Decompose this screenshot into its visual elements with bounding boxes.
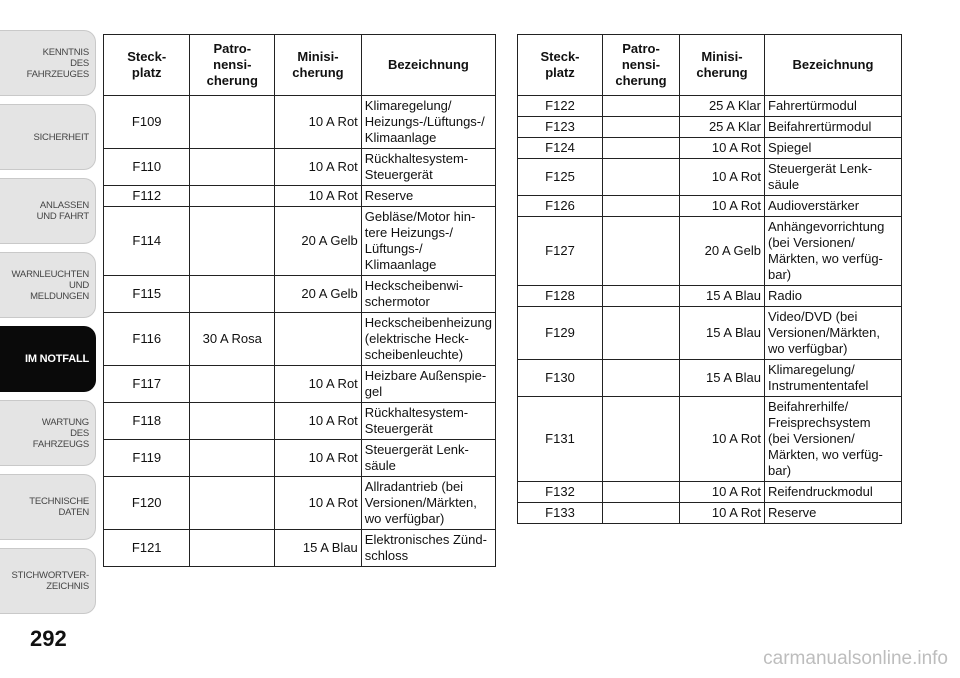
cell-patronensicherung bbox=[190, 530, 275, 567]
cell-bezeichnung bbox=[361, 530, 495, 567]
cell-minisicherung: 10 A Rot bbox=[275, 477, 362, 530]
bezeichnung-line: schermotor bbox=[364, 294, 430, 309]
table-row bbox=[518, 96, 902, 117]
cell-steckplatz: F125 bbox=[518, 159, 603, 196]
table-row bbox=[518, 397, 902, 482]
cell-steckplatz: F116 bbox=[104, 313, 190, 366]
cell-bezeichnung bbox=[765, 307, 902, 360]
bezeichnung-line: Heizbare Außenspie- bbox=[364, 368, 487, 383]
cell-bezeichnung bbox=[361, 207, 495, 276]
cell-patronensicherung bbox=[190, 186, 275, 207]
bezeichnung-line: Klimaregelung/ bbox=[768, 362, 855, 377]
cell-steckplatz: F117 bbox=[104, 366, 190, 403]
cell-patronensicherung bbox=[190, 403, 275, 440]
cell-patronensicherung bbox=[190, 477, 275, 530]
cell-steckplatz: F122 bbox=[518, 96, 603, 117]
table-row bbox=[104, 207, 496, 276]
bezeichnung-line: säule bbox=[364, 458, 396, 473]
tab-label: WARNLEUCHTEN UND MELDUNGEN bbox=[11, 268, 89, 302]
bezeichnung-line: Beifahrertürmodul bbox=[768, 119, 872, 134]
bezeichnung-line: Märkten, wo verfüg- bbox=[768, 251, 883, 266]
cell-minisicherung: 25 A Klar bbox=[680, 96, 765, 117]
bezeichnung-line: Märkten, wo verfüg- bbox=[768, 447, 883, 462]
bezeichnung-line: säule bbox=[768, 177, 800, 192]
cell-steckplatz: F123 bbox=[518, 117, 603, 138]
watermark: carmanualsonline.info bbox=[763, 648, 948, 669]
header-bezeichnung: Bezeichnung bbox=[361, 35, 495, 96]
cell-minisicherung: 10 A Rot bbox=[275, 366, 362, 403]
table-row bbox=[518, 196, 902, 217]
bezeichnung-line: Heizungs-/Lüftungs-/ bbox=[364, 114, 485, 129]
cell-bezeichnung bbox=[361, 186, 495, 207]
bezeichnung-line: gel bbox=[364, 384, 383, 399]
cell-patronensicherung bbox=[603, 307, 680, 360]
table-row bbox=[518, 360, 902, 397]
bezeichnung-line: Freisprechsystem bbox=[768, 415, 871, 430]
bezeichnung-line: Rückhaltesystem- bbox=[364, 405, 469, 420]
bezeichnung-line: Elektronisches Zünd- bbox=[364, 532, 487, 547]
cell-steckplatz: F129 bbox=[518, 307, 603, 360]
header-patronensicherung: Patro- nensi- cherung bbox=[603, 35, 680, 96]
bezeichnung-line: Beifahrerhilfe/ bbox=[768, 399, 849, 414]
tab-label: STICHWORTVER- ZEICHNIS bbox=[11, 570, 89, 592]
cell-patronensicherung bbox=[190, 440, 275, 477]
cell-minisicherung: 20 A Gelb bbox=[680, 217, 765, 286]
cell-minisicherung: 10 A Rot bbox=[680, 397, 765, 482]
tab-anlassen[interactable] bbox=[0, 178, 96, 244]
cell-patronensicherung bbox=[603, 217, 680, 286]
bezeichnung-line: Versionen/Märkten, bbox=[768, 325, 881, 340]
bezeichnung-line: Klimaanlage bbox=[364, 130, 437, 145]
table-row bbox=[518, 159, 902, 196]
cell-patronensicherung bbox=[190, 366, 275, 403]
cell-bezeichnung bbox=[765, 503, 902, 524]
bezeichnung-line: Klimaanlage bbox=[364, 257, 437, 272]
bezeichnung-line: Reifendruckmodul bbox=[768, 484, 873, 499]
table-row bbox=[104, 366, 496, 403]
header-minisicherung: Minisi- cherung bbox=[680, 35, 765, 96]
cell-patronensicherung bbox=[190, 276, 275, 313]
cell-steckplatz: F109 bbox=[104, 96, 190, 149]
fuse-table-left bbox=[103, 34, 496, 567]
bezeichnung-line: Steuergerät Lenk- bbox=[768, 161, 873, 176]
cell-minisicherung: 20 A Gelb bbox=[275, 207, 362, 276]
cell-patronensicherung bbox=[603, 196, 680, 217]
cell-steckplatz: F127 bbox=[518, 217, 603, 286]
bezeichnung-line: Steuergerät bbox=[364, 167, 433, 182]
table-row bbox=[104, 477, 496, 530]
cell-minisicherung: 10 A Rot bbox=[275, 186, 362, 207]
table-row bbox=[518, 503, 902, 524]
bezeichnung-line: (elektrische Heck- bbox=[364, 331, 469, 346]
cell-steckplatz: F115 bbox=[104, 276, 190, 313]
cell-steckplatz: F118 bbox=[104, 403, 190, 440]
bezeichnung-line: Steuergerät bbox=[364, 421, 433, 436]
table-row bbox=[104, 149, 496, 186]
cell-patronensicherung bbox=[603, 503, 680, 524]
cell-steckplatz: F130 bbox=[518, 360, 603, 397]
cell-patronensicherung bbox=[190, 149, 275, 186]
cell-patronensicherung bbox=[603, 360, 680, 397]
bezeichnung-line: schloss bbox=[364, 548, 409, 563]
bezeichnung-line: Reserve bbox=[768, 505, 817, 520]
bezeichnung-line: Instrumententafel bbox=[768, 378, 869, 393]
cell-minisicherung: 10 A Rot bbox=[275, 96, 362, 149]
tab-technische-daten[interactable] bbox=[0, 474, 96, 540]
header-bezeichnung: Bezeichnung bbox=[765, 35, 902, 96]
cell-steckplatz: F112 bbox=[104, 186, 190, 207]
fuse-table-right bbox=[517, 34, 902, 524]
cell-bezeichnung bbox=[361, 403, 495, 440]
table-row bbox=[104, 276, 496, 313]
cell-bezeichnung bbox=[765, 397, 902, 482]
cell-patronensicherung bbox=[603, 138, 680, 159]
cell-minisicherung bbox=[275, 313, 362, 366]
table-row bbox=[104, 313, 496, 366]
cell-bezeichnung bbox=[361, 149, 495, 186]
cell-bezeichnung bbox=[361, 477, 495, 530]
cell-bezeichnung bbox=[765, 96, 902, 117]
cell-patronensicherung bbox=[190, 207, 275, 276]
table-row bbox=[104, 530, 496, 567]
tab-label: IM NOTFALL bbox=[25, 352, 89, 365]
cell-bezeichnung bbox=[765, 196, 902, 217]
bezeichnung-line: Lüftungs-/ bbox=[364, 241, 423, 256]
cell-patronensicherung bbox=[190, 96, 275, 149]
table-header-row bbox=[104, 35, 496, 96]
cell-steckplatz: F119 bbox=[104, 440, 190, 477]
table-row bbox=[518, 138, 902, 159]
tab-label: SICHERHEIT bbox=[33, 131, 89, 143]
cell-patronensicherung bbox=[603, 482, 680, 503]
cell-minisicherung: 10 A Rot bbox=[275, 440, 362, 477]
cell-minisicherung: 10 A Rot bbox=[680, 482, 765, 503]
tab-wartung[interactable] bbox=[0, 400, 96, 466]
cell-steckplatz: F133 bbox=[518, 503, 603, 524]
bezeichnung-line: Radio bbox=[768, 288, 802, 303]
cell-minisicherung: 10 A Rot bbox=[275, 403, 362, 440]
bezeichnung-line: bar) bbox=[768, 463, 792, 478]
cell-patronensicherung bbox=[603, 117, 680, 138]
bezeichnung-line: scheibenleuchte) bbox=[364, 347, 464, 362]
cell-bezeichnung bbox=[361, 366, 495, 403]
cell-bezeichnung bbox=[765, 360, 902, 397]
cell-steckplatz: F120 bbox=[104, 477, 190, 530]
bezeichnung-line: Gebläse/Motor hin- bbox=[364, 209, 476, 224]
cell-steckplatz: F126 bbox=[518, 196, 603, 217]
cell-steckplatz: F121 bbox=[104, 530, 190, 567]
header-patronensicherung: Patro- nensi- cherung bbox=[190, 35, 275, 96]
table-row bbox=[518, 286, 902, 307]
bezeichnung-line: wo verfügbar) bbox=[364, 511, 445, 526]
header-steckplatz: Steck- platz bbox=[104, 35, 190, 96]
cell-steckplatz: F110 bbox=[104, 149, 190, 186]
table-row bbox=[518, 117, 902, 138]
tab-stichwortverzeichnis[interactable] bbox=[0, 548, 96, 614]
tab-sicherheit[interactable] bbox=[0, 104, 96, 170]
bezeichnung-line: Rückhaltesystem- bbox=[364, 151, 469, 166]
bezeichnung-line: Allradantrieb (bei bbox=[364, 479, 464, 494]
cell-bezeichnung bbox=[765, 138, 902, 159]
cell-minisicherung: 10 A Rot bbox=[680, 138, 765, 159]
cell-bezeichnung bbox=[361, 96, 495, 149]
bezeichnung-line: wo verfügbar) bbox=[768, 341, 848, 356]
cell-bezeichnung bbox=[765, 286, 902, 307]
table-row bbox=[104, 403, 496, 440]
header-steckplatz: Steck- platz bbox=[518, 35, 603, 96]
header-minisicherung: Minisi- cherung bbox=[275, 35, 362, 96]
bezeichnung-line: Reserve bbox=[364, 188, 414, 203]
cell-steckplatz: F128 bbox=[518, 286, 603, 307]
bezeichnung-line: Spiegel bbox=[768, 140, 812, 155]
cell-minisicherung: 10 A Rot bbox=[680, 503, 765, 524]
cell-bezeichnung bbox=[361, 313, 495, 366]
cell-bezeichnung bbox=[361, 440, 495, 477]
bezeichnung-line: Heckscheibenheizung bbox=[364, 315, 492, 330]
bezeichnung-line: Steuergerät Lenk- bbox=[364, 442, 469, 457]
tab-label: WARTUNG DES FAHRZEUGS bbox=[32, 416, 89, 450]
cell-patronensicherung bbox=[603, 397, 680, 482]
cell-patronensicherung bbox=[603, 286, 680, 307]
tab-label: TECHNISCHE DATEN bbox=[29, 496, 89, 518]
cell-steckplatz: F124 bbox=[518, 138, 603, 159]
cell-bezeichnung bbox=[765, 217, 902, 286]
table-row bbox=[518, 217, 902, 286]
table-row bbox=[518, 307, 902, 360]
cell-patronensicherung: 30 A Rosa bbox=[190, 313, 275, 366]
bezeichnung-line: Anhängevorrichtung bbox=[768, 219, 885, 234]
cell-minisicherung: 10 A Rot bbox=[275, 149, 362, 186]
cell-steckplatz: F131 bbox=[518, 397, 603, 482]
cell-steckplatz: F132 bbox=[518, 482, 603, 503]
table-row bbox=[104, 440, 496, 477]
bezeichnung-line: Heckscheibenwi- bbox=[364, 278, 464, 293]
tab-im-notfall[interactable] bbox=[0, 326, 96, 392]
bezeichnung-line: bar) bbox=[768, 267, 792, 282]
cell-minisicherung: 20 A Gelb bbox=[275, 276, 362, 313]
cell-patronensicherung bbox=[603, 159, 680, 196]
bezeichnung-line: (bei Versionen/ bbox=[768, 235, 855, 250]
cell-minisicherung: 10 A Rot bbox=[680, 159, 765, 196]
bezeichnung-line: Audioverstärker bbox=[768, 198, 860, 213]
cell-minisicherung: 15 A Blau bbox=[680, 286, 765, 307]
cell-minisicherung: 25 A Klar bbox=[680, 117, 765, 138]
cell-bezeichnung bbox=[361, 276, 495, 313]
cell-bezeichnung bbox=[765, 159, 902, 196]
tab-warnleuchten[interactable] bbox=[0, 252, 96, 318]
table-row bbox=[518, 482, 902, 503]
bezeichnung-line: Video/DVD (bei bbox=[768, 309, 858, 324]
page-number: 292 bbox=[30, 626, 67, 651]
table-row bbox=[104, 186, 496, 207]
tab-label: ANLASSEN UND FAHRT bbox=[36, 200, 89, 222]
bezeichnung-line: tere Heizungs-/ bbox=[364, 225, 453, 240]
table-header-row bbox=[518, 35, 902, 96]
cell-minisicherung: 15 A Blau bbox=[680, 360, 765, 397]
bezeichnung-line: (bei Versionen/ bbox=[768, 431, 855, 446]
tab-label: KENNTNIS DES FAHRZEUGES bbox=[26, 46, 89, 80]
tab-kenntnis[interactable] bbox=[0, 30, 96, 96]
bezeichnung-line: Klimaregelung/ bbox=[364, 98, 452, 113]
cell-minisicherung: 10 A Rot bbox=[680, 196, 765, 217]
cell-minisicherung: 15 A Blau bbox=[275, 530, 362, 567]
cell-bezeichnung bbox=[765, 482, 902, 503]
bezeichnung-line: Fahrertürmodul bbox=[768, 98, 857, 113]
table-row bbox=[104, 96, 496, 149]
bezeichnung-line: Versionen/Märkten, bbox=[364, 495, 477, 510]
cell-steckplatz: F114 bbox=[104, 207, 190, 276]
cell-bezeichnung bbox=[765, 117, 902, 138]
cell-patronensicherung bbox=[603, 96, 680, 117]
cell-minisicherung: 15 A Blau bbox=[680, 307, 765, 360]
